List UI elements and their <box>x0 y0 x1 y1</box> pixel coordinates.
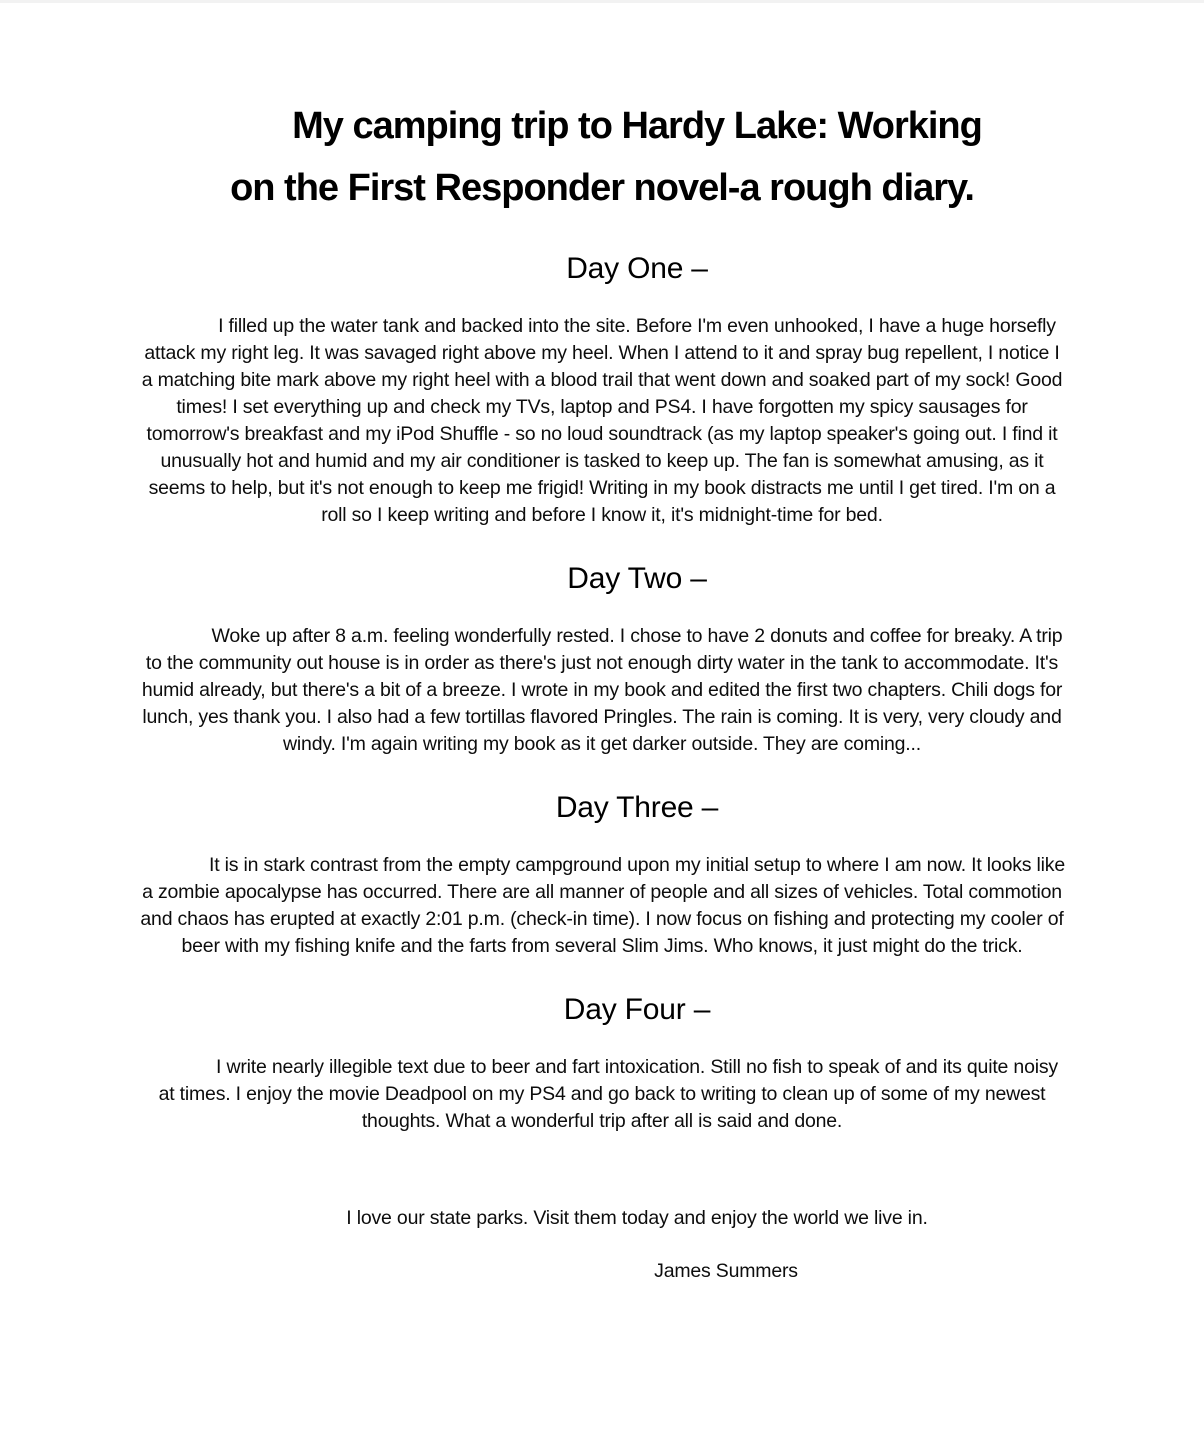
signature-line: James Summers <box>654 1260 798 1282</box>
section-day-one <box>138 251 1066 529</box>
day-one-heading: Day One – <box>566 252 708 285</box>
section-day-two <box>138 561 1066 758</box>
section-day-three <box>138 790 1066 960</box>
day-three-paragraph: It is in stark contrast from the empty campground upon my initial setup to where I am now. It looks like a zombie apocalypse has occurred. There are all manner of people and all sizes of vehicles. Total commotion and chaos has erupted at exactly 2:01 p.m. (check-in time). I now focus on fishing and protecting my cooler of beer with my fishing knife and the farts from several Slim Jims. Who knows, it just might do the trick. <box>140 854 1065 957</box>
document-title-line-1: My camping trip to Hardy Lake: Working <box>292 105 982 147</box>
closing-line: I love our state parks. Visit them today and enjoy the world we live in. <box>346 1207 928 1229</box>
day-four-paragraph: I write nearly illegible text due to beer and fart intoxication. Still no fish to speak of and its quite noisy at times. I enjoy the movie Deadpool on my PS4 and go back to writing to clean up of some of my newest thoughts. What a wonderful trip after all is said and done. <box>158 1056 1058 1132</box>
day-one-paragraph: I filled up the water tank and backed into the site. Before I'm even unhooked, I have a huge horsefly attack my right leg. It was savaged right above my heel. When I attend to it and spray bug repellent, I notice I a matching bite mark above my right heel with a blood trail that went down and soaked part of my sock! Good times! I set everything up and check my TVs, laptop and PS4. I have forgotten my spicy sausages for tomorrow's breakfast and my iPod Shuffle - so no loud soundtrack (as my laptop speaker's going out. I find it unusually hot and humid and my air conditioner is tasked to keep up. The fan is somewhat amusing, as it seems to help, but it's not enough to keep me frigid! Writing in my book distracts me until I get tired. I'm on a roll so I keep writing and before I know it, it's midnight-time for bed. <box>141 315 1063 526</box>
day-two-heading: Day Two – <box>567 562 707 595</box>
document-title-line-2: on the First Responder novel-a rough diary. <box>230 167 974 209</box>
day-three-heading: Day Three – <box>555 791 719 824</box>
day-two-paragraph: Woke up after 8 a.m. feeling wonderfully rested. I chose to have 2 donuts and coffee for breaky. A trip to the community out house is in order as there's just not enough dirty water in the tank to accommodate. It's humid already, but there's a bit of a breeze. I wrote in my book and edited the first two chapters. Chili dogs for lunch, yes thank you. I also had a few tortillas flavored Pringles. The rain is coming. It is very, very cloudy and windy. I'm again writing my book as it get darker outside. They are coming... <box>141 625 1063 755</box>
document-title <box>138 95 1066 219</box>
section-day-four <box>138 992 1066 1135</box>
day-four-heading: Day Four – <box>563 993 711 1026</box>
